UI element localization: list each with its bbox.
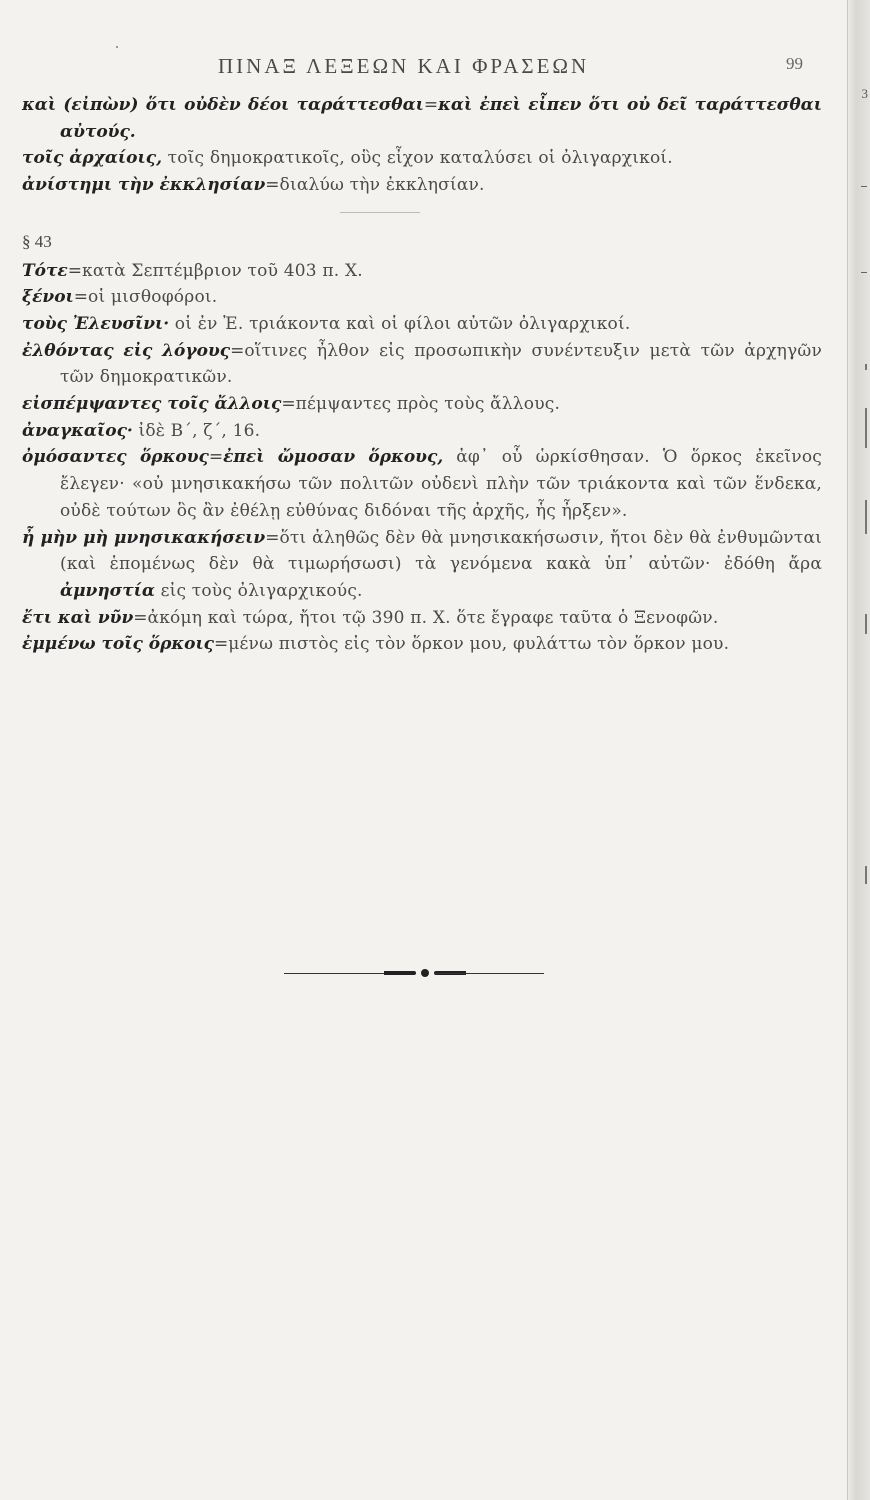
ornament-bar-left — [384, 971, 416, 975]
equals-sign: = — [265, 175, 280, 196]
entry-gloss: εἰς τοὺς ὀλιγαρχικούς. — [154, 580, 363, 601]
equals-sign: = — [265, 527, 280, 548]
entry-lemma: ἐλθόντας εἰς λόγους — [22, 340, 231, 361]
equals-sign: = — [423, 95, 439, 115]
equals-sign: = — [67, 260, 83, 281]
entry-gloss: οἵτινες ἦλθον εἰς προσωπικὴν συνέντευξιν μετὰ τῶν ἀρχηγῶν τῶν δημοκρατικῶν. — [60, 340, 822, 388]
entry-lemma: ἔτι καὶ νῦν — [22, 607, 134, 628]
ornament-dot — [421, 969, 429, 977]
glossary-entry — [22, 605, 822, 632]
entry-lemma: ξένοι — [22, 287, 74, 308]
glossary-entry — [22, 418, 822, 445]
entry-gloss-emphasis: ἀμνηστία — [60, 580, 155, 601]
equals-sign: = — [133, 607, 148, 628]
entry-lemma: καὶ (εἰπὼν) ὅτι οὐδὲν δέοι ταράττεσθαι — [22, 95, 424, 115]
page-number: 99 — [786, 54, 803, 73]
section-heading: § 43 — [22, 231, 52, 251]
glossary-entry — [22, 444, 822, 524]
entry-gloss: τοῖς δημοκρατικοῖς, οὓς εἶχον καταλύσει οἱ ὀλιγαρχικοί. — [161, 148, 673, 169]
glossary-body — [22, 92, 822, 658]
glossary-entry — [22, 284, 822, 311]
entry-gloss: ἰδὲ Β΄, ζ΄, 16. — [132, 420, 261, 441]
entry-gloss: πέμψαντες πρὸς τοὺς ἄλλους. — [295, 394, 561, 415]
margin-tick — [865, 614, 867, 634]
glossary-entry — [22, 631, 822, 658]
glossary-entry — [22, 338, 822, 391]
entry-lemma: ἀνίστημι τὴν ἐκκλησίαν — [22, 175, 266, 196]
page-title: ΠΙΝΑΞ ΛΕΞΕΩΝ ΚΑΙ ΦΡΑΣΕΩΝ — [218, 54, 590, 78]
entry-gloss: ἀκόμη καὶ τώρα, ἤτοι τῷ 390 π. Χ. ὅτε ἔγραφε ταῦτα ὁ Ξενοφῶν. — [147, 607, 719, 628]
entry-gloss-emphasis: ἐπεὶ ὤμοσαν ὅρκους, — [223, 447, 444, 468]
glossary-entry — [22, 525, 822, 605]
margin-tick — [865, 364, 867, 370]
section-divider — [340, 212, 420, 213]
entry-lemma: ἦ μὴν μὴ μνησικακήσειν — [22, 527, 266, 548]
margin-tick — [865, 408, 867, 448]
entry-gloss: κατὰ Σεπτέμβριον τοῦ 403 π. Χ. — [82, 260, 363, 281]
glossary-entry — [22, 92, 822, 145]
margin-dash — [861, 186, 867, 187]
entry-gloss: οἱ ἐν Ἐ. τριάκοντα καὶ οἱ φίλοι αὐτῶν ὀλιγαρχικοί. — [169, 313, 631, 334]
entry-lemma: ἀναγκαῖος· — [22, 420, 133, 441]
equals-sign: = — [73, 287, 89, 308]
entry-lemma: ἐμμένω τοῖς ὅρκοις — [22, 634, 215, 655]
equals-sign: = — [281, 394, 296, 415]
page-edge — [847, 0, 870, 1500]
entry-gloss: μένω πιστὸς εἰς τὸν ὅρκον μου, φυλάττω τὸν ὅρκον μου. — [228, 634, 730, 655]
entry-lemma: Τότε — [22, 260, 68, 281]
entry-lemma: ὀμόσαντες ὅρκους — [22, 447, 209, 468]
glossary-entry — [22, 391, 822, 418]
equals-sign: = — [214, 634, 229, 655]
entry-gloss: διαλύω τὴν ἐκκλησίαν. — [279, 175, 485, 196]
ornament-line-right — [434, 973, 544, 974]
entry-lemma: τοὺς Ἐλευσῖνι· — [22, 313, 170, 334]
margin-mark: 3 — [861, 86, 868, 101]
ink-speck — [116, 46, 118, 48]
entry-gloss: οἱ μισθοφόροι. — [88, 287, 218, 308]
equals-sign: = — [208, 447, 224, 468]
end-ornament — [284, 962, 544, 982]
glossary-entry — [22, 145, 822, 172]
margin-dash — [861, 272, 867, 273]
margin-tick — [865, 500, 867, 534]
entry-lemma: εἰσπέμψαντες τοῖς ἄλλοις — [22, 394, 282, 415]
glossary-entry — [22, 172, 822, 199]
entry-lemma: τοῖς ἀρχαίοις, — [22, 148, 162, 169]
ornament-line-left — [284, 973, 384, 974]
running-header — [0, 54, 848, 84]
glossary-entry — [22, 311, 822, 338]
margin-tick — [865, 866, 867, 884]
entry-gloss: ἀφ᾽ οὗ ὡρκίσθησαν. Ὁ ὅρκος ἐκεῖνος ἔλεγεν· «οὐ μνησικακήσω τῶν πολιτῶν οὐδενὶ πλὴν τῶν τριάκοντα καὶ τῶν ἕνδεκα, οὐδὲ τούτων ὃς ἂν ἐθέλῃ εὐθύνας διδόναι τῆς ἀρχῆς, ἧς ἦρξεν». — [60, 447, 822, 521]
glossary-entry — [22, 258, 822, 285]
entry-gloss: ὅτι ἀληθῶς δὲν θὰ μνησικακήσωσιν, ἤτοι δὲν θὰ ἐνθυμῶνται (καὶ ἑπομένως δὲν θὰ τιμωρήσωσι) τὰ γενόμενα κακὰ ὑπ᾽ αὐτῶν· ἐδόθη ἄρα — [60, 527, 822, 575]
equals-sign: = — [230, 340, 245, 361]
entry-gloss-emphasis: καὶ ἐπεὶ εἶπεν ὅτι οὐ δεῖ ταράττεσθαι αὐτούς. — [60, 95, 822, 142]
